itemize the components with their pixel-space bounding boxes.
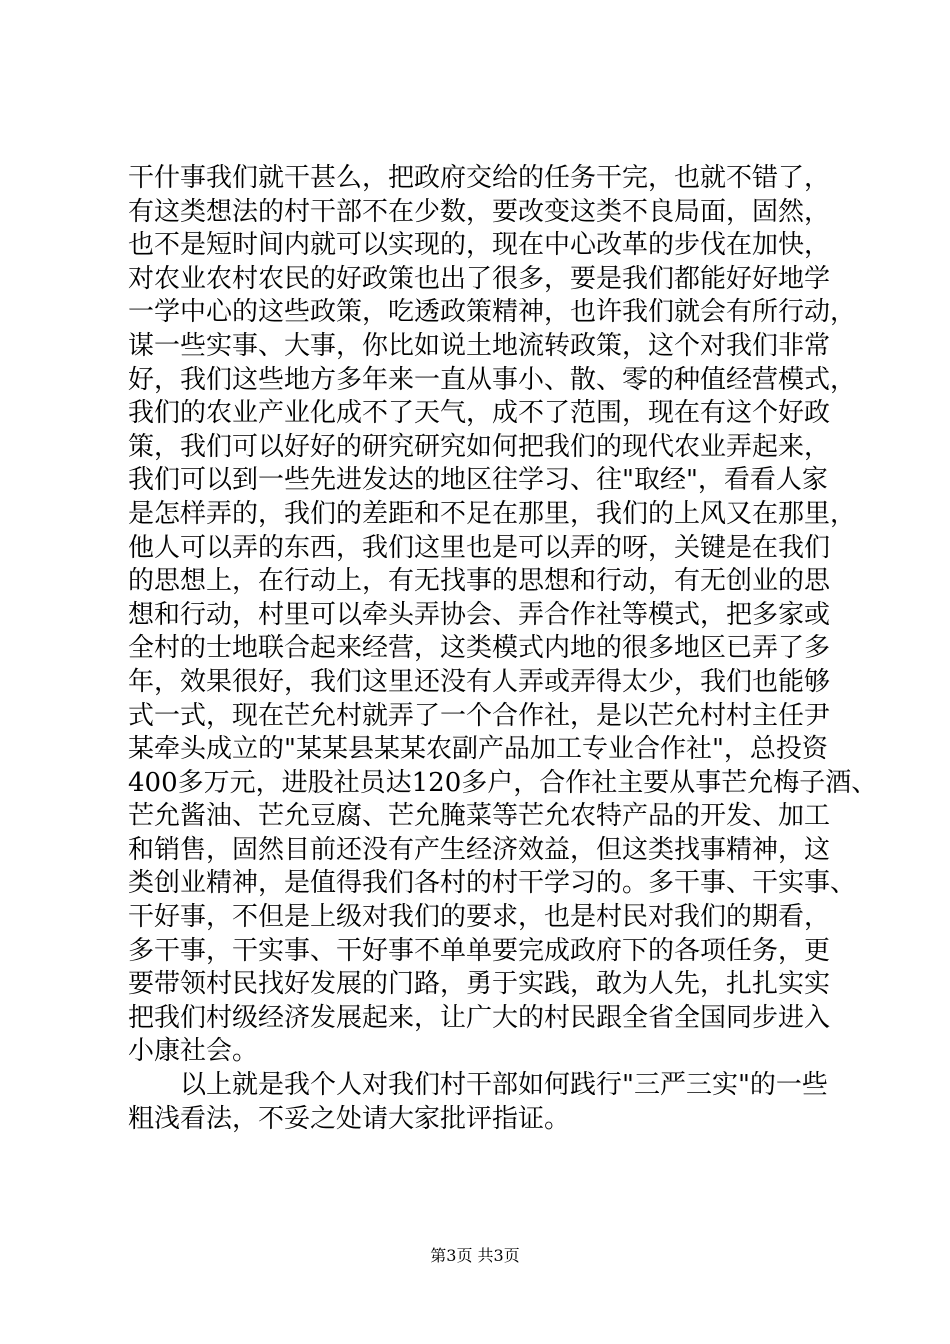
text-line: 策，我们可以好好的研究研究如何把我们的现代农业弄起来， [128,431,831,462]
text-line: 干什事我们就干甚么，把政府交给的任务干完，也就不错了， [128,163,831,193]
text-line: 某牵头成立的"某某县某某农副产品加工专业合作社"，总投资 [128,734,828,765]
text-line: 谋一些实事、大事，你比如说土地流转政策，这个对我们非常 [128,330,831,361]
text-line: 小康社会。 [128,1036,259,1067]
text-line: 好，我们这些地方多年来一直从事小、散、零的种值经营模式， [128,364,857,395]
text-line: 多干事，干实事、干好事不单单要完成政府下的各项任务，更 [128,935,831,966]
text-line: 干好事，不但是上级对我们的要求，也是村民对我们的期看， [128,902,831,933]
document-body [128,162,878,1136]
text-line: 一学中心的这些政策，吃透政策精神，也许我们就会有所行动， [128,297,857,328]
text-line: 也不是短时间内就可以实现的，现在中心改革的步伐在加快， [128,230,831,261]
text-line: 式一式，现在芒允村就弄了一个合作社，是以芒允村村主任尹 [128,700,831,731]
text-line: 他人可以弄的东西，我们这里也是可以弄的呀，关键是在我们 [128,532,831,563]
text-line: 我们的农业产业化成不了天气，成不了范围，现在有这个好政 [128,398,831,429]
text-line: 要带领村民找好发展的门路，勇于实践，敢为人先，扎扎实实 [128,969,831,1000]
text-line: 有这类想法的村干部不在少数，要改变这类不良局面，固然， [128,196,831,227]
page-footer [0,1243,950,1266]
page-number: 第3页 共3页 [430,1246,520,1265]
text-line: 类创业精神，是值得我们各村的村干学习的。多干事、干实事、 [128,868,857,899]
text-line: 把我们村级经济发展起来，让广大的村民跟全省全国同步进入 [128,1002,831,1033]
text-line: 芒允酱油、芒允豆腐、芒允腌菜等芒允农特产品的开发、加工 [128,801,831,832]
text-line: 和销售，固然目前还没有产生经济效益，但这类找事精神，这 [128,834,831,865]
text-line: 年，效果很好，我们这里还没有人弄或弄得太少，我们也能够 [128,666,831,697]
text-line: 400多万元，进股社员达120多户，合作社主要从事芒允梅子酒、 [128,767,878,798]
text-line: 我们可以到一些先进发达的地区往学习、往"取经"，看看人家 [128,465,828,496]
text-line-indented: 以上就是我个人对我们村干部如何践行"三严三实"的一些 [180,1070,828,1101]
text-line: 对农业农村农民的好政策也出了很多，要是我们都能好好地学 [128,263,831,294]
text-line: 是怎样弄的，我们的差距和不足在那里，我们的上风又在那里， [128,498,857,529]
text-line: 想和行动，村里可以牵头弄协会、弄合作社等模式，把多家或 [128,599,831,630]
text-line: 全村的士地联合起来经营，这类模式内地的很多地区已弄了多 [128,633,831,664]
text-line: 的思想上，在行动上，有无找事的思想和行动，有无创业的思 [128,566,831,597]
text-line: 粗浅看法，不妥之处请大家批评指证。 [128,1103,571,1134]
